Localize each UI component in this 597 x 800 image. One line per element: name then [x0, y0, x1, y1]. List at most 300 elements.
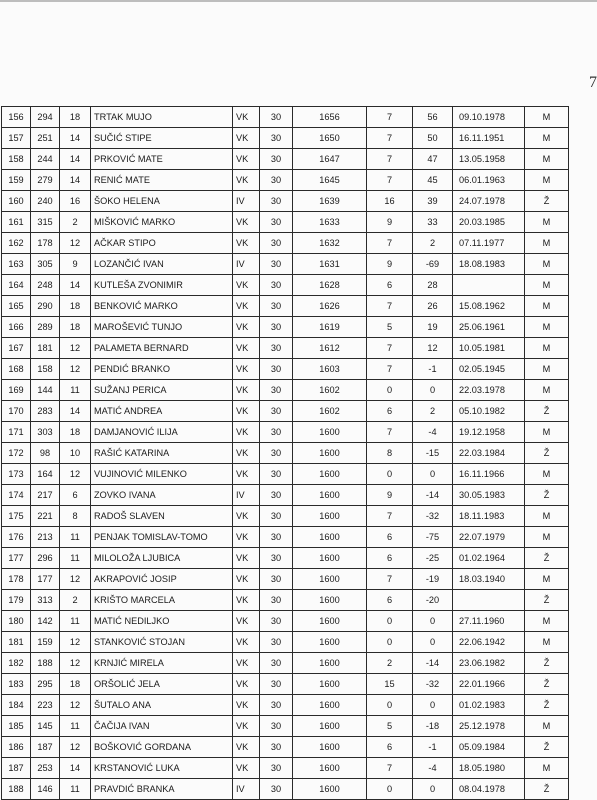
k-factor-cell: 30 — [260, 275, 293, 296]
games-cell: 7 — [367, 758, 413, 779]
games-cell: 0 — [367, 611, 413, 632]
rating-change-cell: 33 — [413, 212, 453, 233]
player-name-cell: VUJINOVIĆ MILENKO — [91, 464, 233, 485]
page-number: 7 — [589, 74, 597, 91]
table-row — [2, 506, 569, 527]
k-factor-cell: 30 — [260, 653, 293, 674]
rating-change-cell: 45 — [413, 170, 453, 191]
rating-change-cell: 0 — [413, 611, 453, 632]
sex-cell: Ž — [525, 695, 569, 716]
k-factor-cell: 30 — [260, 149, 293, 170]
games-cell: 0 — [367, 632, 413, 653]
start-no-cell: 279 — [31, 170, 60, 191]
rating-change-cell: -14 — [413, 485, 453, 506]
table-row — [2, 212, 569, 233]
start-no-cell: 221 — [31, 506, 60, 527]
category-cell: VK — [233, 653, 260, 674]
table-row — [2, 443, 569, 464]
table-row — [2, 338, 569, 359]
table-row — [2, 149, 569, 170]
table-row — [2, 191, 569, 212]
table-row — [2, 548, 569, 569]
category-cell: VK — [233, 212, 260, 233]
rating-change-cell: -75 — [413, 527, 453, 548]
club-code-cell: 9 — [60, 254, 91, 275]
club-code-cell: 12 — [60, 737, 91, 758]
table-row — [2, 380, 569, 401]
rating-cell: 1628 — [293, 275, 367, 296]
games-cell: 0 — [367, 380, 413, 401]
player-name-cell: MIŠKOVIĆ MARKO — [91, 212, 233, 233]
start-no-cell: 315 — [31, 212, 60, 233]
birth-date-cell: 18.03.1940 — [453, 569, 525, 590]
club-code-cell: 11 — [60, 548, 91, 569]
club-code-cell: 14 — [60, 758, 91, 779]
birth-date-cell: 19.12.1958 — [453, 422, 525, 443]
sex-cell: M — [525, 716, 569, 737]
rating-change-cell: -1 — [413, 359, 453, 380]
rating-change-cell: -20 — [413, 590, 453, 611]
birth-date-cell: 16.11.1966 — [453, 464, 525, 485]
k-factor-cell: 30 — [260, 485, 293, 506]
rating-change-cell: 0 — [413, 779, 453, 800]
table-row — [2, 464, 569, 485]
k-factor-cell: 30 — [260, 506, 293, 527]
rank-cell: 169 — [2, 380, 31, 401]
table-row — [2, 107, 569, 128]
start-no-cell: 159 — [31, 632, 60, 653]
rating-cell: 1600 — [293, 443, 367, 464]
birth-date-cell: 16.11.1951 — [453, 128, 525, 149]
club-code-cell: 12 — [60, 464, 91, 485]
sex-cell: M — [525, 569, 569, 590]
birth-date-cell: 24.07.1978 — [453, 191, 525, 212]
k-factor-cell: 30 — [260, 170, 293, 191]
start-no-cell: 146 — [31, 779, 60, 800]
games-cell: 6 — [367, 527, 413, 548]
rating-cell: 1639 — [293, 191, 367, 212]
rating-cell: 1600 — [293, 653, 367, 674]
category-cell: VK — [233, 506, 260, 527]
rating-change-cell: 0 — [413, 464, 453, 485]
sex-cell: M — [525, 611, 569, 632]
rank-cell: 180 — [2, 611, 31, 632]
club-code-cell: 14 — [60, 170, 91, 191]
player-name-cell: MATIĆ NEDILJKO — [91, 611, 233, 632]
rank-cell: 168 — [2, 359, 31, 380]
sex-cell: Ž — [525, 674, 569, 695]
rank-cell: 177 — [2, 548, 31, 569]
player-name-cell: SUČIĆ STIPE — [91, 128, 233, 149]
k-factor-cell: 30 — [260, 128, 293, 149]
table-row — [2, 758, 569, 779]
games-cell: 6 — [367, 401, 413, 422]
table-row — [2, 611, 569, 632]
category-cell: VK — [233, 380, 260, 401]
birth-date-cell: 18.05.1980 — [453, 758, 525, 779]
k-factor-cell: 30 — [260, 632, 293, 653]
rank-cell: 160 — [2, 191, 31, 212]
rank-cell: 172 — [2, 443, 31, 464]
rating-change-cell: 19 — [413, 317, 453, 338]
rating-change-cell: 39 — [413, 191, 453, 212]
table-row — [2, 716, 569, 737]
games-cell: 6 — [367, 590, 413, 611]
birth-date-cell — [453, 590, 525, 611]
sex-cell: Ž — [525, 653, 569, 674]
sex-cell: M — [525, 212, 569, 233]
rating-change-cell: -18 — [413, 716, 453, 737]
table-row — [2, 359, 569, 380]
games-cell: 15 — [367, 674, 413, 695]
birth-date-cell: 25.12.1978 — [453, 716, 525, 737]
games-cell: 7 — [367, 149, 413, 170]
sex-cell: M — [525, 359, 569, 380]
games-cell: 7 — [367, 233, 413, 254]
games-cell: 7 — [367, 359, 413, 380]
start-no-cell: 283 — [31, 401, 60, 422]
games-cell: 7 — [367, 170, 413, 191]
sex-cell: Ž — [525, 737, 569, 758]
k-factor-cell: 30 — [260, 695, 293, 716]
sex-cell: M — [525, 506, 569, 527]
start-no-cell: 251 — [31, 128, 60, 149]
sex-cell: Ž — [525, 590, 569, 611]
k-factor-cell: 30 — [260, 779, 293, 800]
rating-cell: 1600 — [293, 569, 367, 590]
category-cell: VK — [233, 149, 260, 170]
category-cell: VK — [233, 401, 260, 422]
k-factor-cell: 30 — [260, 338, 293, 359]
k-factor-cell: 30 — [260, 422, 293, 443]
start-no-cell: 213 — [31, 527, 60, 548]
rank-cell: 185 — [2, 716, 31, 737]
birth-date-cell: 08.04.1978 — [453, 779, 525, 800]
club-code-cell: 11 — [60, 611, 91, 632]
top-rule — [0, 0, 597, 2]
k-factor-cell: 30 — [260, 254, 293, 275]
rating-change-cell: -69 — [413, 254, 453, 275]
rating-change-cell: 2 — [413, 401, 453, 422]
start-no-cell: 158 — [31, 359, 60, 380]
rating-cell: 1645 — [293, 170, 367, 191]
rating-cell: 1600 — [293, 548, 367, 569]
club-code-cell: 14 — [60, 275, 91, 296]
rating-cell: 1600 — [293, 506, 367, 527]
rank-cell: 170 — [2, 401, 31, 422]
start-no-cell: 98 — [31, 443, 60, 464]
games-cell: 8 — [367, 443, 413, 464]
games-cell: 5 — [367, 716, 413, 737]
player-name-cell: ZOVKO IVANA — [91, 485, 233, 506]
table-row — [2, 569, 569, 590]
rating-cell: 1626 — [293, 296, 367, 317]
category-cell: VK — [233, 233, 260, 254]
category-cell: VK — [233, 758, 260, 779]
games-cell: 6 — [367, 275, 413, 296]
rating-cell: 1603 — [293, 359, 367, 380]
rating-cell: 1600 — [293, 632, 367, 653]
rating-change-cell: -14 — [413, 653, 453, 674]
rating-change-cell: 12 — [413, 338, 453, 359]
games-cell: 7 — [367, 296, 413, 317]
k-factor-cell: 30 — [260, 233, 293, 254]
rank-cell: 161 — [2, 212, 31, 233]
player-name-cell: BOŠKOVIĆ GORDANA — [91, 737, 233, 758]
games-cell: 7 — [367, 506, 413, 527]
category-cell: IV — [233, 779, 260, 800]
rating-cell: 1631 — [293, 254, 367, 275]
table-row — [2, 254, 569, 275]
table-row — [2, 485, 569, 506]
player-name-cell: STANKOVIĆ STOJAN — [91, 632, 233, 653]
birth-date-cell: 10.05.1981 — [453, 338, 525, 359]
birth-date-cell: 06.01.1963 — [453, 170, 525, 191]
category-cell: VK — [233, 296, 260, 317]
birth-date-cell: 22.07.1979 — [453, 527, 525, 548]
games-cell: 9 — [367, 212, 413, 233]
k-factor-cell: 30 — [260, 107, 293, 128]
rating-change-cell: 28 — [413, 275, 453, 296]
rank-cell: 174 — [2, 485, 31, 506]
rating-cell: 1600 — [293, 737, 367, 758]
sex-cell: M — [525, 296, 569, 317]
rank-cell: 164 — [2, 275, 31, 296]
rating-change-cell: -19 — [413, 569, 453, 590]
games-cell: 9 — [367, 485, 413, 506]
club-code-cell: 6 — [60, 485, 91, 506]
category-cell: VK — [233, 464, 260, 485]
rating-cell: 1602 — [293, 380, 367, 401]
table-row — [2, 632, 569, 653]
sex-cell: M — [525, 233, 569, 254]
rank-cell: 157 — [2, 128, 31, 149]
player-name-cell: PRKOVIĆ MATE — [91, 149, 233, 170]
club-code-cell: 2 — [60, 212, 91, 233]
rating-change-cell: -25 — [413, 548, 453, 569]
k-factor-cell: 30 — [260, 401, 293, 422]
games-cell: 6 — [367, 548, 413, 569]
games-cell: 7 — [367, 422, 413, 443]
club-code-cell: 12 — [60, 359, 91, 380]
rank-cell: 173 — [2, 464, 31, 485]
table-row — [2, 695, 569, 716]
birth-date-cell: 27.11.1960 — [453, 611, 525, 632]
club-code-cell: 18 — [60, 422, 91, 443]
table-row — [2, 128, 569, 149]
rating-cell: 1600 — [293, 485, 367, 506]
start-no-cell: 181 — [31, 338, 60, 359]
sex-cell: M — [525, 632, 569, 653]
category-cell: IV — [233, 191, 260, 212]
birth-date-cell: 05.10.1982 — [453, 401, 525, 422]
player-name-cell: DAMJANOVIĆ ILIJA — [91, 422, 233, 443]
player-name-cell: RADOŠ SLAVEN — [91, 506, 233, 527]
category-cell: VK — [233, 170, 260, 191]
rating-cell: 1632 — [293, 233, 367, 254]
rating-cell: 1600 — [293, 611, 367, 632]
start-no-cell: 313 — [31, 590, 60, 611]
k-factor-cell: 30 — [260, 191, 293, 212]
club-code-cell: 12 — [60, 695, 91, 716]
sex-cell: M — [525, 758, 569, 779]
sex-cell: M — [525, 464, 569, 485]
rating-cell: 1600 — [293, 422, 367, 443]
table-row — [2, 401, 569, 422]
table-row — [2, 527, 569, 548]
player-name-cell: MAROŠEVIĆ TUNJO — [91, 317, 233, 338]
games-cell: 0 — [367, 464, 413, 485]
category-cell: VK — [233, 443, 260, 464]
category-cell: VK — [233, 422, 260, 443]
birth-date-cell: 20.03.1985 — [453, 212, 525, 233]
sex-cell: M — [525, 170, 569, 191]
rank-cell: 175 — [2, 506, 31, 527]
k-factor-cell: 30 — [260, 611, 293, 632]
birth-date-cell: 05.09.1984 — [453, 737, 525, 758]
club-code-cell: 18 — [60, 107, 91, 128]
player-name-cell: MILOLOŽA LJUBICA — [91, 548, 233, 569]
birth-date-cell: 02.05.1945 — [453, 359, 525, 380]
rank-cell: 184 — [2, 695, 31, 716]
rank-cell: 181 — [2, 632, 31, 653]
player-name-cell: PALAMETA BERNARD — [91, 338, 233, 359]
category-cell: VK — [233, 275, 260, 296]
club-code-cell: 12 — [60, 569, 91, 590]
rating-cell: 1600 — [293, 590, 367, 611]
start-no-cell: 248 — [31, 275, 60, 296]
club-code-cell: 18 — [60, 317, 91, 338]
rating-cell: 1647 — [293, 149, 367, 170]
k-factor-cell: 30 — [260, 674, 293, 695]
sex-cell: M — [525, 527, 569, 548]
rating-change-cell: -4 — [413, 422, 453, 443]
start-no-cell: 253 — [31, 758, 60, 779]
table-row — [2, 779, 569, 800]
birth-date-cell: 01.02.1964 — [453, 548, 525, 569]
start-no-cell: 244 — [31, 149, 60, 170]
rank-cell: 187 — [2, 758, 31, 779]
sex-cell: M — [525, 254, 569, 275]
start-no-cell: 177 — [31, 569, 60, 590]
rating-cell: 1600 — [293, 695, 367, 716]
sex-cell: Ž — [525, 443, 569, 464]
start-no-cell: 240 — [31, 191, 60, 212]
start-no-cell: 217 — [31, 485, 60, 506]
k-factor-cell: 30 — [260, 548, 293, 569]
k-factor-cell: 30 — [260, 443, 293, 464]
birth-date-cell: 18.11.1983 — [453, 506, 525, 527]
k-factor-cell: 30 — [260, 380, 293, 401]
rating-change-cell: 0 — [413, 695, 453, 716]
k-factor-cell: 30 — [260, 527, 293, 548]
club-code-cell: 12 — [60, 653, 91, 674]
start-no-cell: 188 — [31, 653, 60, 674]
rank-cell: 179 — [2, 590, 31, 611]
player-name-cell: ORŠOLIĆ JELA — [91, 674, 233, 695]
birth-date-cell: 22.01.1966 — [453, 674, 525, 695]
club-code-cell: 14 — [60, 401, 91, 422]
rating-cell: 1600 — [293, 758, 367, 779]
sex-cell: Ž — [525, 779, 569, 800]
rating-cell: 1600 — [293, 674, 367, 695]
start-no-cell: 290 — [31, 296, 60, 317]
player-name-cell: ŠUTALO ANA — [91, 695, 233, 716]
k-factor-cell: 30 — [260, 212, 293, 233]
rank-cell: 186 — [2, 737, 31, 758]
rating-change-cell: -4 — [413, 758, 453, 779]
start-no-cell: 178 — [31, 233, 60, 254]
rank-cell: 178 — [2, 569, 31, 590]
table-row — [2, 170, 569, 191]
club-code-cell: 12 — [60, 233, 91, 254]
sex-cell: M — [525, 275, 569, 296]
sex-cell: M — [525, 338, 569, 359]
birth-date-cell: 22.03.1984 — [453, 443, 525, 464]
club-code-cell: 11 — [60, 380, 91, 401]
category-cell: VK — [233, 107, 260, 128]
k-factor-cell: 30 — [260, 758, 293, 779]
k-factor-cell: 30 — [260, 296, 293, 317]
category-cell: VK — [233, 359, 260, 380]
category-cell: VK — [233, 695, 260, 716]
category-cell: VK — [233, 674, 260, 695]
club-code-cell: 2 — [60, 590, 91, 611]
category-cell: IV — [233, 254, 260, 275]
k-factor-cell: 30 — [260, 716, 293, 737]
k-factor-cell: 30 — [260, 737, 293, 758]
games-cell: 7 — [367, 338, 413, 359]
player-name-cell: SUŽANJ PERICA — [91, 380, 233, 401]
birth-date-cell: 15.08.1962 — [453, 296, 525, 317]
rank-cell: 183 — [2, 674, 31, 695]
sex-cell: M — [525, 107, 569, 128]
sex-cell: M — [525, 317, 569, 338]
rating-cell: 1600 — [293, 716, 367, 737]
k-factor-cell: 30 — [260, 317, 293, 338]
rank-cell: 171 — [2, 422, 31, 443]
games-cell: 16 — [367, 191, 413, 212]
birth-date-cell — [453, 275, 525, 296]
table-row — [2, 590, 569, 611]
rating-cell: 1600 — [293, 779, 367, 800]
sex-cell: Ž — [525, 401, 569, 422]
rating-change-cell: -32 — [413, 674, 453, 695]
birth-date-cell: 22.06.1942 — [453, 632, 525, 653]
rating-change-cell: -15 — [413, 443, 453, 464]
start-no-cell: 145 — [31, 716, 60, 737]
games-cell: 0 — [367, 695, 413, 716]
player-name-cell: PENJAK TOMISLAV-TOMO — [91, 527, 233, 548]
games-cell: 7 — [367, 569, 413, 590]
club-code-cell: 11 — [60, 779, 91, 800]
club-code-cell: 10 — [60, 443, 91, 464]
rating-cell: 1612 — [293, 338, 367, 359]
player-name-cell: MATIĆ ANDREA — [91, 401, 233, 422]
rank-cell: 156 — [2, 107, 31, 128]
games-cell: 2 — [367, 653, 413, 674]
ranking-table — [1, 106, 569, 800]
start-no-cell: 295 — [31, 674, 60, 695]
rank-cell: 166 — [2, 317, 31, 338]
rating-change-cell: 2 — [413, 233, 453, 254]
rank-cell: 162 — [2, 233, 31, 254]
start-no-cell: 142 — [31, 611, 60, 632]
rating-change-cell: 56 — [413, 107, 453, 128]
club-code-cell: 11 — [60, 716, 91, 737]
rating-change-cell: 50 — [413, 128, 453, 149]
category-cell: VK — [233, 569, 260, 590]
